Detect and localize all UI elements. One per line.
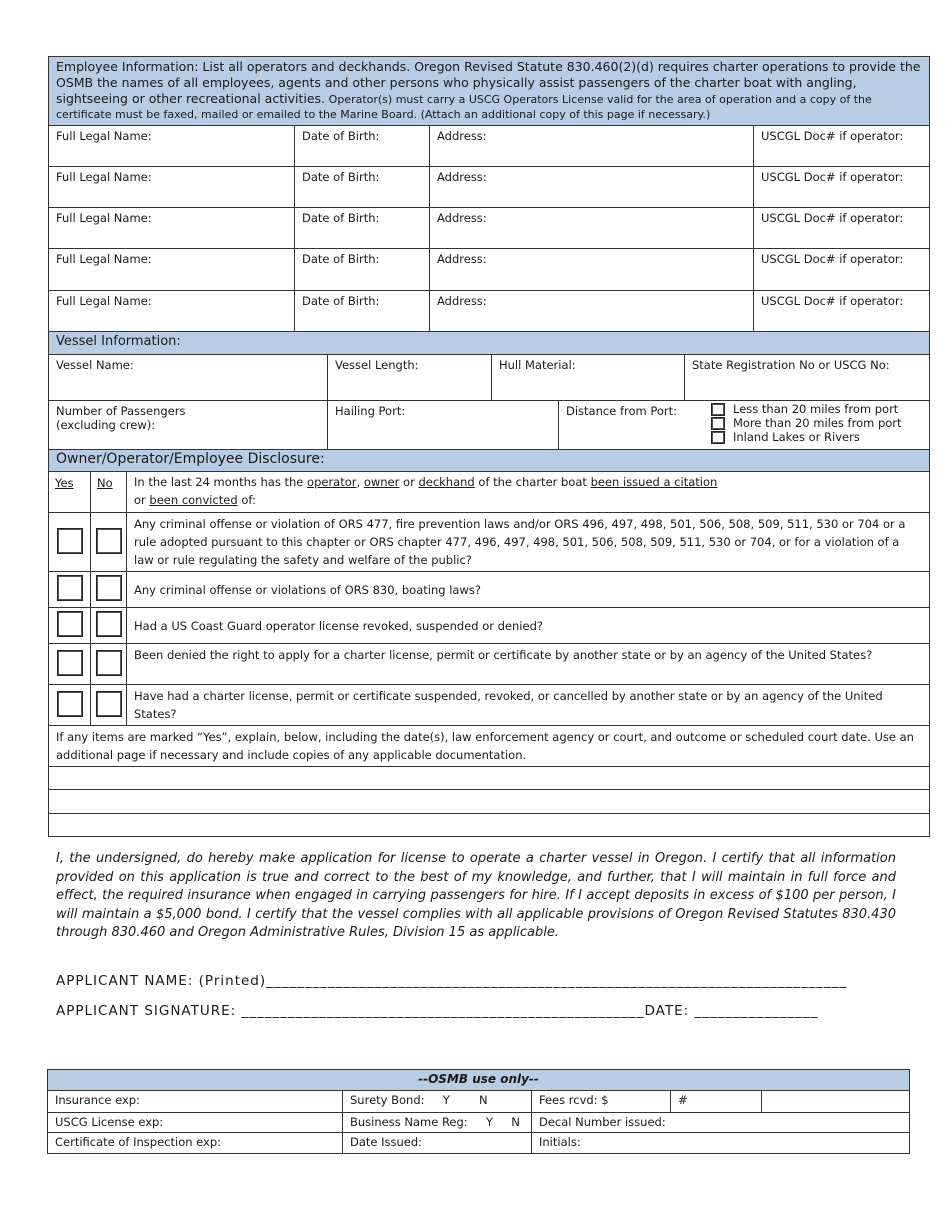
address-field[interactable]	[430, 208, 754, 249]
field-label: Vessel Name:	[56, 358, 134, 372]
explain-instructions: If any items are marked “Yes”, explain, below, including the date(s), law enforcement agency or court, and outcome or scheduled court date. Use an additional page if necessary and include copies of any applicable documentation.	[49, 726, 930, 767]
no-cell	[91, 608, 127, 644]
hailing-port-field[interactable]	[328, 401, 559, 450]
yes-cell	[49, 608, 91, 644]
field-label: USCGL Doc# if operator:	[761, 294, 904, 308]
applicant-name-row[interactable]	[56, 973, 847, 989]
yes-label: Yes	[55, 476, 74, 490]
application-form-table	[48, 56, 930, 837]
employee-info-header	[49, 57, 930, 126]
number-of-passengers-field[interactable]	[49, 401, 328, 450]
full-legal-name-field[interactable]	[49, 126, 295, 167]
field-label: Date of Birth:	[302, 129, 380, 143]
field-label: USCGL Doc# if operator:	[761, 211, 904, 225]
question-row	[49, 608, 930, 644]
intro-deckhand: deckhand	[418, 475, 475, 489]
no-checkbox[interactable]	[96, 650, 122, 676]
field-label: Business Name Reg: Y N	[350, 1115, 520, 1129]
yes-column-header	[49, 472, 91, 513]
intro-text: In the last 24 months has the	[134, 475, 308, 489]
question-text: Any criminal offense or violation of ORS 477, fire prevention laws and/or ORS 496, 497, 498, 501, 506, 508, 509, 511, 530 or 704 or a rule adopted pursuant to this chapter or ORS chapter 477, 496, 497, 498, 501, 506, 508, 509, 511, 530 or 704, or for a violation of a law or rule regulating the safety and welfare of the public?	[127, 513, 930, 572]
field-label: Full Legal Name:	[56, 170, 152, 184]
disclosure-intro	[127, 472, 930, 513]
receipt-number-field[interactable]	[671, 1091, 762, 1113]
insurance-exp-field[interactable]	[48, 1091, 343, 1113]
question-text: Any criminal offense or violations of ORS 830, boating laws?	[127, 572, 930, 608]
field-label: Date Issued:	[350, 1135, 423, 1149]
explanation-line[interactable]	[49, 767, 930, 790]
field-label: Hull Material:	[499, 358, 576, 372]
field-label: Address:	[437, 252, 487, 266]
checkbox-icon[interactable]	[711, 417, 725, 430]
field-label: Full Legal Name:	[56, 211, 152, 225]
question-row	[49, 644, 930, 685]
distance-option-more-20[interactable]	[711, 416, 902, 430]
field-label: State Registration No or USCG No:	[692, 358, 890, 372]
address-field[interactable]	[430, 126, 754, 167]
vessel-name-field[interactable]	[49, 355, 328, 401]
intro-convicted: been convicted	[149, 493, 238, 507]
field-label: Date of Birth:	[302, 170, 380, 184]
option-label: Inland Lakes or Rivers	[733, 430, 860, 444]
field-label: Full Legal Name:	[56, 294, 152, 308]
question-row	[49, 572, 930, 608]
distance-from-port-field	[559, 401, 930, 450]
full-legal-name-field[interactable]	[49, 208, 295, 249]
question-text: Been denied the right to apply for a charter license, permit or certificate by another state or by an agency of the United States?	[127, 644, 930, 685]
full-legal-name-field[interactable]	[49, 291, 295, 332]
uscgl-doc-field[interactable]	[754, 291, 930, 332]
no-cell	[91, 644, 127, 685]
field-label: Address:	[437, 294, 487, 308]
date-of-birth-field[interactable]	[295, 167, 430, 208]
intro-citation: been issued a citation	[590, 475, 718, 489]
distance-option-less-20[interactable]	[711, 402, 902, 416]
date-of-birth-field[interactable]	[295, 208, 430, 249]
intro-text: ,	[356, 475, 364, 489]
option-label: Less than 20 miles from port	[733, 402, 899, 416]
question-text: Have had a charter license, permit or certificate suspended, revoked, or cancelled by another state or by an agency of the United States?	[127, 685, 930, 726]
field-label: Hailing Port:	[335, 404, 406, 418]
no-checkbox[interactable]	[96, 528, 122, 554]
no-cell	[91, 685, 127, 726]
employee-info-note: Operator(s) must carry a USCG Operators License valid for the area of operation and a copy of the certificate must be faxed, mailed or emailed to the Marine Board. (Attach an additional copy of this page if necessary.)	[56, 93, 872, 121]
field-label: USCG License exp:	[55, 1115, 164, 1129]
yes-cell	[49, 513, 91, 572]
intro-text: or	[134, 493, 150, 507]
surety-bond-field[interactable]	[343, 1091, 532, 1113]
uscgl-doc-field[interactable]	[754, 126, 930, 167]
field-label: USCGL Doc# if operator:	[761, 129, 904, 143]
inspection-exp-field[interactable]	[48, 1133, 343, 1154]
question-row	[49, 513, 930, 572]
field-label: (excluding crew):	[56, 418, 156, 432]
full-legal-name-field[interactable]	[49, 249, 295, 291]
yes-cell	[49, 685, 91, 726]
field-label: Fees rcvd: $	[539, 1093, 609, 1107]
field-label: USCGL Doc# if operator:	[761, 170, 904, 184]
field-label: Number of Passengers	[56, 404, 186, 418]
date-of-birth-field[interactable]	[295, 126, 430, 167]
option-label: More than 20 miles from port	[733, 416, 902, 430]
address-field[interactable]	[430, 249, 754, 291]
uscgl-doc-field[interactable]	[754, 249, 930, 291]
fees-received-field[interactable]	[532, 1091, 671, 1113]
distance-option-inland[interactable]	[711, 430, 902, 444]
date-of-birth-field[interactable]	[295, 291, 430, 332]
intro-text: of:	[237, 493, 256, 507]
field-label: Decal Number issued:	[539, 1115, 666, 1129]
yes-checkbox[interactable]	[57, 650, 83, 676]
employee-info-text: Employee Information: List all operators and deckhands. Oregon Revised Statute 830.460(2)(d) requires charter operations to provide the OSMB the names of all employees, agents and other persons who physically assist passengers of the charter boat with angling, sightseeing or other recreational activities.	[56, 59, 921, 106]
no-checkbox[interactable]	[96, 611, 122, 637]
intro-owner: owner	[363, 475, 400, 489]
date-issued-field[interactable]	[343, 1133, 532, 1154]
no-checkbox[interactable]	[96, 575, 122, 601]
vessel-info-header: Vessel Information:	[49, 332, 930, 355]
osmb-use-only-table	[47, 1069, 910, 1154]
field-label: Date of Birth:	[302, 252, 380, 266]
initials-field[interactable]	[532, 1133, 910, 1154]
certification-statement: I, the undersigned, do hereby make application for license to operate a charter vessel in Oregon. I certify that all information provided on this application is true and correct to the best of my knowledge, and further, that I will maintain in full force and effect, the required insurance when engaged in carrying passengers for hire. If I accept deposits in excess of $100 per person, I will maintain a $5,000 bond. I certify that the vessel complies with all applicable provisions of Oregon Revised Statutes 830.430 through 830.460 and Oregon Administrative Rules, Division 15 as applicable.	[56, 851, 896, 941]
field-label: Address:	[437, 129, 487, 143]
explanation-line[interactable]	[49, 814, 930, 837]
no-label: No	[97, 476, 113, 490]
disclosure-header: Owner/Operator/Employee Disclosure:	[49, 450, 930, 472]
question-row	[49, 685, 930, 726]
field-label: Distance from Port:	[566, 404, 678, 418]
address-field[interactable]	[430, 291, 754, 332]
intro-text: of the charter boat	[474, 475, 591, 489]
hull-material-field[interactable]	[492, 355, 685, 401]
yes-cell	[49, 644, 91, 685]
field-label: Address:	[437, 170, 487, 184]
address-field[interactable]	[430, 167, 754, 208]
yes-checkbox[interactable]	[57, 611, 83, 637]
field-label: Certificate of Inspection exp:	[55, 1135, 222, 1149]
field-label: Insurance exp:	[55, 1093, 140, 1107]
field-label: Initials:	[539, 1135, 581, 1149]
field-label: USCGL Doc# if operator:	[761, 252, 904, 266]
applicant-name-line[interactable]: ___________________________________________________________________________	[266, 973, 848, 989]
field-label: Vessel Length:	[335, 358, 419, 372]
field-label: #	[678, 1093, 688, 1107]
field-label: Date of Birth:	[302, 294, 380, 308]
yes-checkbox[interactable]	[57, 528, 83, 554]
no-cell	[91, 572, 127, 608]
state-registration-field[interactable]	[685, 355, 930, 401]
explanation-line[interactable]	[49, 790, 930, 814]
osmb-header: --OSMB use only--	[48, 1070, 910, 1091]
field-label: Full Legal Name:	[56, 129, 152, 143]
applicant-signature-line[interactable]: ____________________________________________________	[241, 1003, 645, 1019]
uscg-license-exp-field[interactable]	[48, 1113, 343, 1133]
uscgl-doc-field[interactable]	[754, 167, 930, 208]
field-label: Address:	[437, 211, 487, 225]
full-legal-name-field[interactable]	[49, 167, 295, 208]
no-checkbox[interactable]	[96, 691, 122, 717]
question-text: Had a US Coast Guard operator license revoked, suspended or denied?	[127, 608, 930, 644]
date-label: DATE:	[644, 1003, 695, 1019]
business-name-reg-field[interactable]	[343, 1113, 532, 1133]
vessel-length-field[interactable]	[328, 355, 492, 401]
intro-text: or	[399, 475, 419, 489]
uscgl-doc-field[interactable]	[754, 208, 930, 249]
yes-checkbox[interactable]	[57, 691, 83, 717]
no-cell	[91, 513, 127, 572]
intro-operator: operator	[307, 475, 357, 489]
applicant-name-label: APPLICANT NAME: (Printed)	[56, 973, 267, 989]
applicant-signature-row[interactable]	[56, 1003, 818, 1019]
date-line[interactable]: ________________	[694, 1003, 819, 1019]
date-of-birth-field[interactable]	[295, 249, 430, 291]
field-label: Full Legal Name:	[56, 252, 152, 266]
yes-cell	[49, 572, 91, 608]
applicant-signature-label: APPLICANT SIGNATURE:	[56, 1003, 242, 1019]
field-label: Surety Bond: Y N	[350, 1093, 488, 1107]
checkbox-icon[interactable]	[711, 403, 725, 416]
decal-number-field[interactable]	[532, 1113, 910, 1133]
checkbox-icon[interactable]	[711, 431, 725, 444]
blank-field[interactable]	[762, 1091, 910, 1113]
field-label: Date of Birth:	[302, 211, 380, 225]
yes-checkbox[interactable]	[57, 575, 83, 601]
no-column-header	[91, 472, 127, 513]
